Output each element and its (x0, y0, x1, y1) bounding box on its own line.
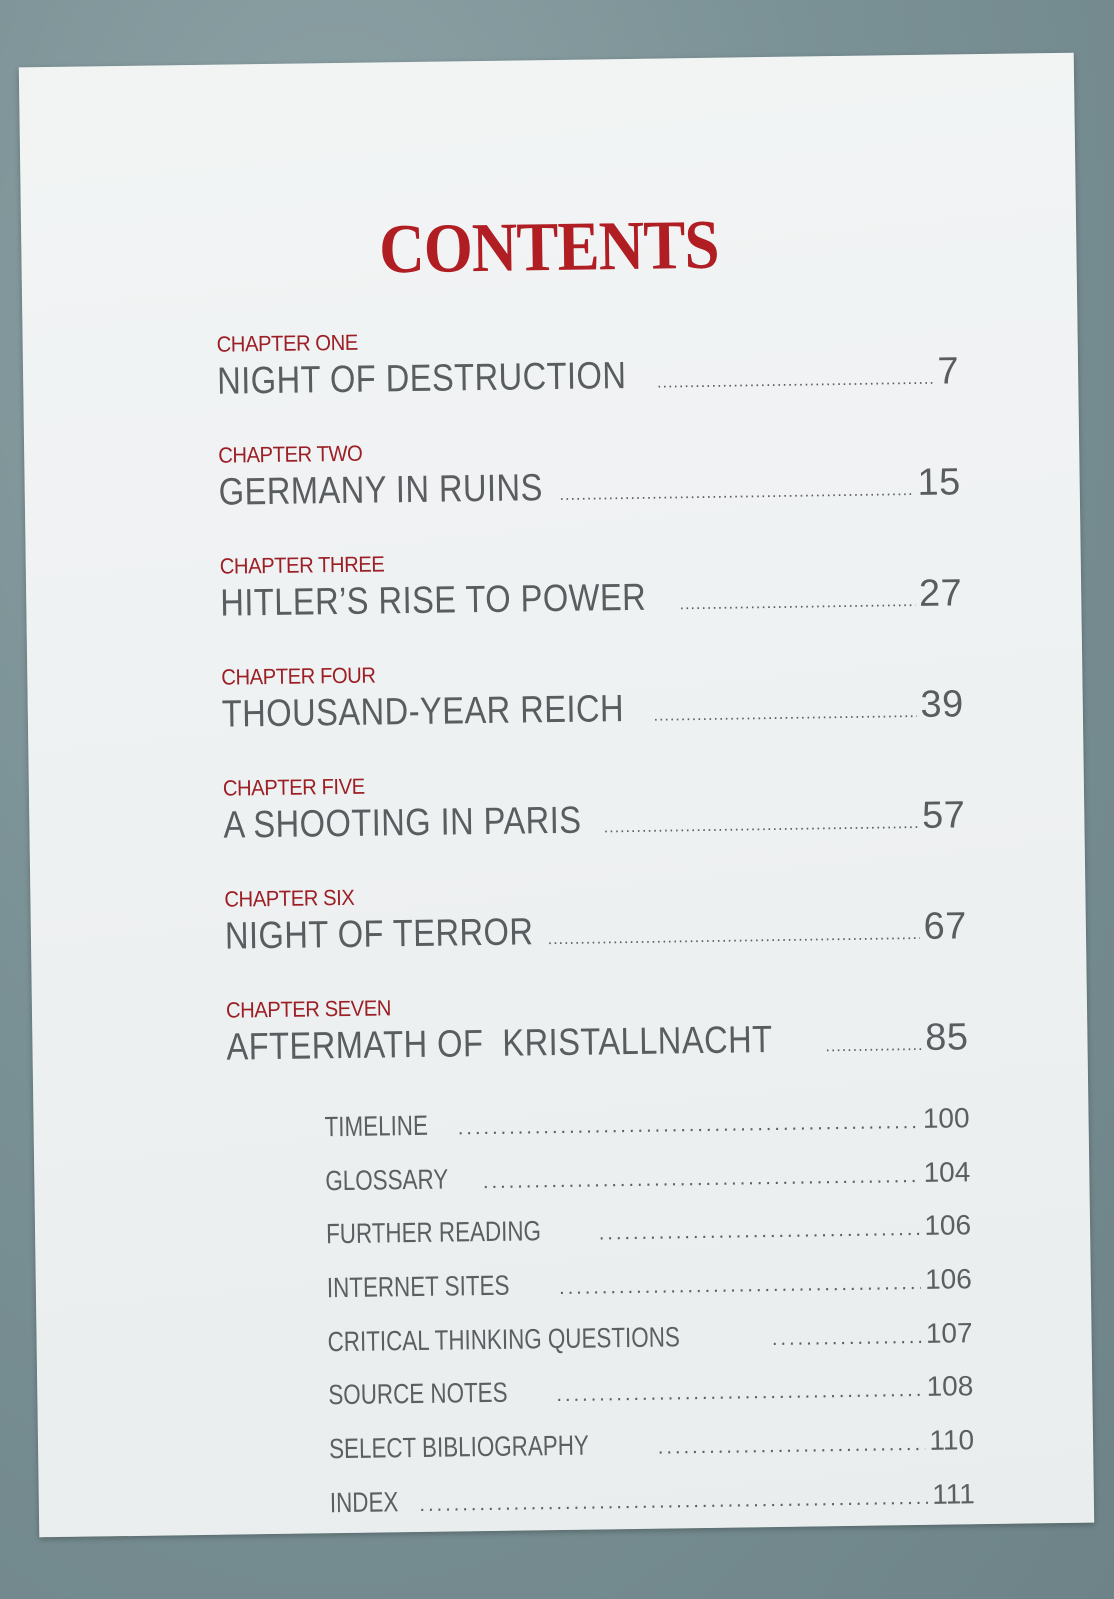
back-matter-entry[interactable] (329, 1420, 975, 1483)
leader-dots (483, 1156, 920, 1202)
chapter-label: CHAPTER FIVE (222, 773, 365, 801)
leader-dots (598, 1209, 920, 1253)
leader-dots (419, 1478, 928, 1525)
back-matter-list (324, 1098, 975, 1536)
toc-line (327, 1259, 972, 1308)
toc-line (218, 459, 961, 515)
chapter-title: A SHOOTING IN PARIS (223, 799, 582, 847)
leader-dots (458, 1102, 920, 1148)
leader-dots (658, 1424, 926, 1468)
toc-line (327, 1313, 972, 1362)
page-sheet (19, 53, 1094, 1538)
back-matter-entry[interactable] (324, 1098, 970, 1161)
page-number: 27 (918, 572, 963, 615)
chapter-title: THOUSAND-YEAR REICH (221, 688, 625, 736)
toc-line (324, 1098, 969, 1147)
toc-line (330, 1474, 975, 1523)
chapter-entry[interactable] (221, 653, 964, 774)
chapter-title: HITLER’S RISE TO POWER (220, 576, 647, 625)
page-number: 108 (926, 1370, 974, 1403)
back-matter-title: SELECT BIBLIOGRAPHY (328, 1429, 590, 1465)
chapter-label: CHAPTER THREE (219, 551, 385, 579)
back-matter-entry[interactable] (327, 1313, 973, 1376)
page-number: 110 (929, 1424, 975, 1456)
toc-line (225, 903, 968, 959)
toc-line (217, 348, 960, 404)
chapter-label: CHAPTER ONE (216, 329, 358, 357)
chapter-title: GERMANY IN RUINS (218, 467, 544, 514)
page-number: 100 (922, 1102, 970, 1134)
page-number: 85 (924, 1016, 969, 1059)
back-matter-entry[interactable] (325, 1152, 971, 1215)
chapter-title: AFTERMATH OF KRISTALLNACHT (226, 1019, 773, 1069)
page-number: 67 (923, 905, 968, 948)
leader-dots (556, 1370, 923, 1415)
leader-dots (559, 1263, 922, 1308)
page-number: 104 (923, 1155, 971, 1188)
chapter-entry[interactable] (216, 320, 959, 441)
toc-line (329, 1420, 974, 1469)
leader-dots (825, 1023, 921, 1070)
chapter-label: CHAPTER SIX (224, 884, 355, 912)
page-number: 57 (921, 794, 966, 837)
leader-dots (559, 468, 914, 519)
chapter-label: CHAPTER SEVEN (225, 995, 392, 1023)
back-matter-entry[interactable] (326, 1206, 972, 1269)
toc-line (222, 681, 965, 737)
page-number: 7 (937, 350, 960, 393)
leader-dots (603, 801, 918, 851)
page-title: CONTENTS (378, 206, 720, 289)
chapter-entry[interactable] (220, 542, 963, 663)
back-matter-title: GLOSSARY (325, 1163, 449, 1196)
chapter-label: CHAPTER FOUR (221, 662, 376, 690)
back-matter-title: SOURCE NOTES (328, 1377, 508, 1411)
chapter-list (216, 320, 969, 1107)
chapter-title: NIGHT OF TERROR (224, 911, 534, 958)
chapter-label: CHAPTER TWO (218, 440, 363, 468)
page-number: 39 (920, 683, 965, 726)
chapter-entry[interactable] (218, 431, 961, 552)
page-number: 106 (924, 1209, 972, 1242)
chapter-entry[interactable] (226, 986, 969, 1107)
toc-line (328, 1367, 973, 1416)
page-number: 107 (925, 1316, 973, 1349)
back-matter-title: FURTHER READING (325, 1215, 542, 1250)
back-matter-title: INDEX (329, 1486, 399, 1519)
page-number: 106 (924, 1263, 973, 1295)
page-number: 111 (932, 1478, 976, 1510)
back-matter-entry[interactable] (328, 1367, 974, 1430)
leader-dots (679, 579, 915, 628)
toc-line (223, 792, 966, 848)
toc-line (325, 1152, 970, 1201)
back-matter-title: TIMELINE (324, 1109, 429, 1143)
chapter-entry[interactable] (223, 764, 966, 885)
leader-dots (547, 912, 920, 963)
leader-dots (772, 1317, 923, 1359)
back-matter-entry[interactable] (330, 1474, 976, 1537)
back-matter-title: CRITICAL THINKING QUESTIONS (327, 1321, 681, 1357)
back-matter-entry[interactable] (327, 1259, 973, 1322)
toc-line (226, 1014, 969, 1070)
toc-line (326, 1206, 971, 1255)
leader-dots (657, 357, 934, 407)
back-matter-title: INTERNET SITES (326, 1269, 510, 1304)
chapter-title: NIGHT OF DESTRUCTION (216, 354, 627, 403)
page-number: 15 (917, 461, 961, 504)
leader-dots (653, 690, 917, 740)
chapter-entry[interactable] (224, 875, 967, 996)
toc-line (220, 570, 963, 626)
